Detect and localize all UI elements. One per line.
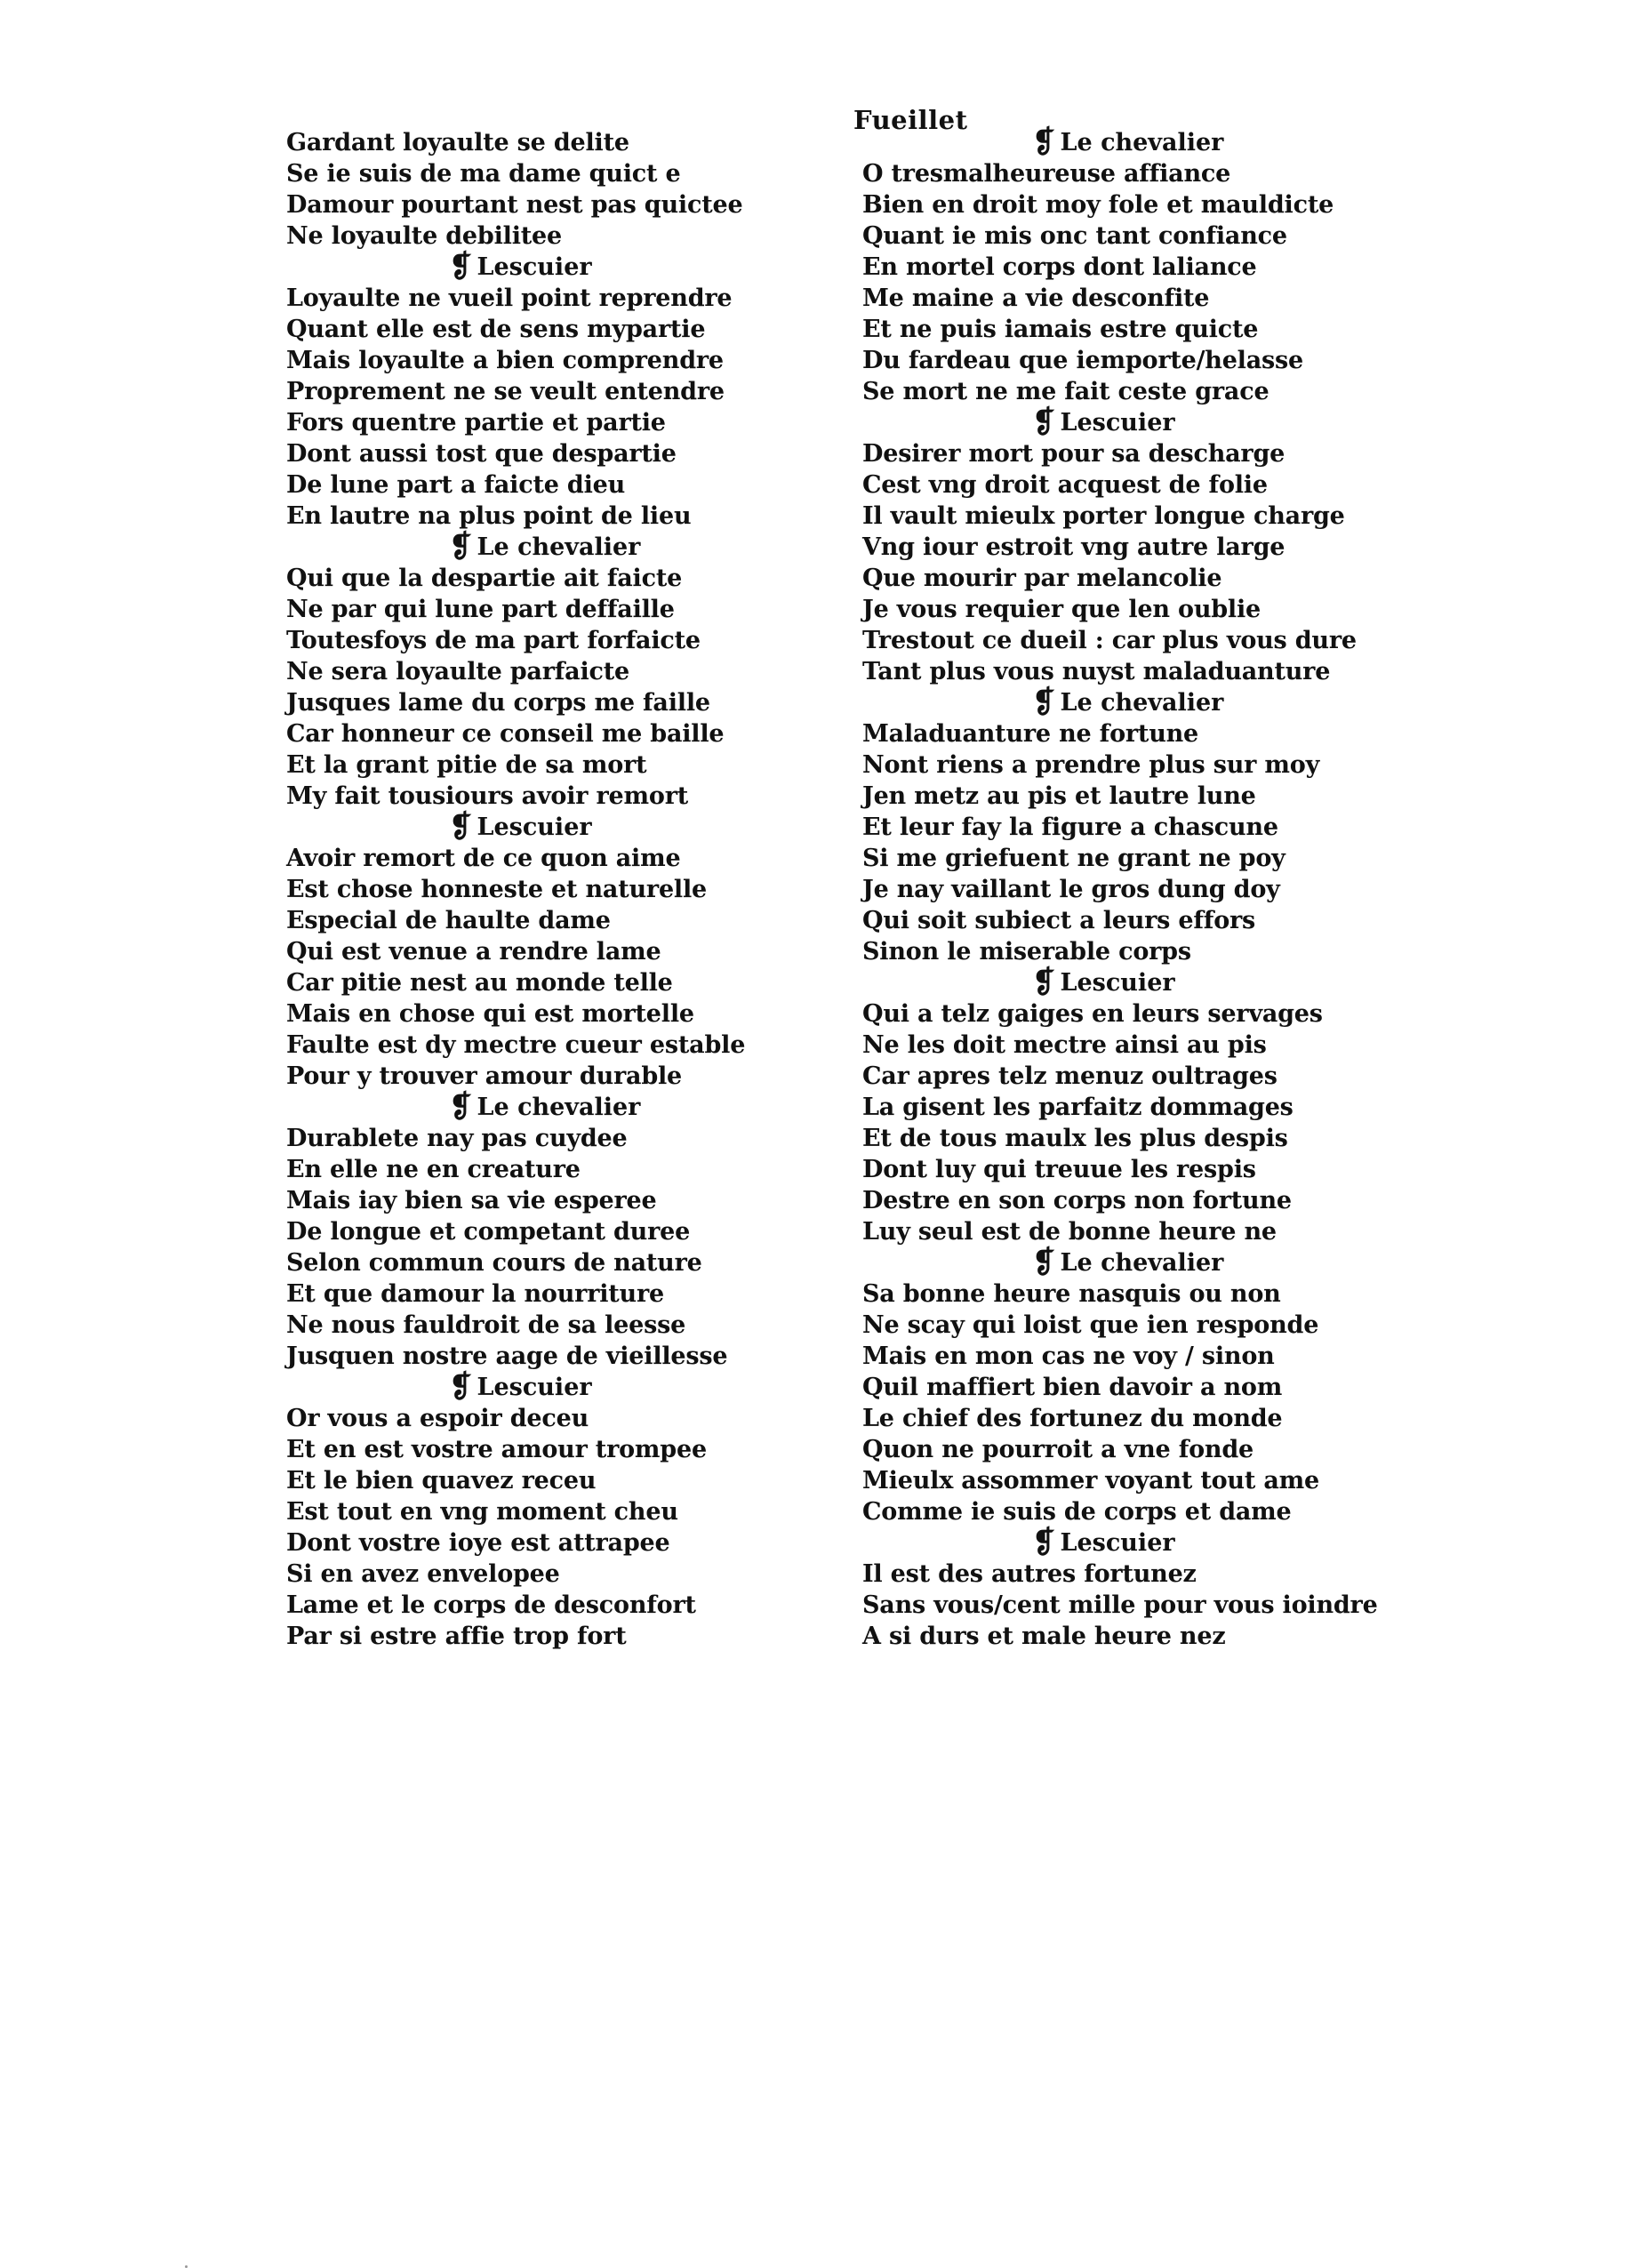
verse-line: Qui a telz gaiges en leurs servages [862,1000,1323,1028]
pilcrow-icon: ❡ [1032,685,1056,720]
speaker-name: Le chevalier [1060,1249,1224,1277]
verse-line: Ne par qui lune part deffaille [286,596,675,623]
verse-line: Si en avez envelopee [286,1560,560,1588]
verse-line: Se ie suis de ma dame quict e [286,160,681,188]
pilcrow-icon: ❡ [449,809,473,845]
verse-line: Vng iour estroit vng autre large [862,533,1286,561]
verse-line: Ne nous fauldroit de sa leesse [286,1311,686,1339]
verse-line: Avoir remort de ce quon aime [286,845,681,872]
verse-line: Selon commun cours de nature [286,1249,702,1277]
verse-line: En lautre na plus point de lieu [286,502,692,530]
speaker-heading [286,1089,784,1125]
verse-line: Ne sera loyaulte parfaicte [286,658,629,685]
verse-line: Quon ne pourroit a vne fonde [862,1436,1254,1463]
verse-line: Si me griefuent ne grant ne poy [862,845,1286,872]
verse-line: Bien en droit moy fole et mauldicte [862,191,1334,219]
verse-line: Je nay vaillant le gros dung doy [862,876,1280,903]
verse-line: La gisent les parfaitz dommages [862,1094,1294,1121]
pilcrow-icon: ❡ [449,529,473,565]
speaker-name: Le chevalier [477,1094,641,1121]
verse-line: Lame et le corps de desconfort [286,1591,696,1619]
verse-line: Qui que la despartie ait faicte [286,565,683,592]
verse-line: Et que damour la nourriture [286,1280,664,1308]
speaker-name: Lescuier [1060,1529,1175,1557]
speaker-heading [862,407,1360,438]
speaker-heading [286,249,784,285]
verse-line: Ne scay qui loist que ien responde [862,1311,1319,1339]
verse-line: Car apres telz menuz oultrages [862,1062,1278,1090]
speaker-heading [286,809,784,845]
verse-line: Quil maffiert bien davoir a nom [862,1374,1283,1401]
speaker-name: Lescuier [477,813,592,841]
verse-line: Luy seul est de bonne heure ne [862,1218,1277,1246]
verse-line: Se mort ne me fait ceste grace [862,378,1270,405]
pilcrow-icon: ❡ [1032,124,1056,160]
verse-line: Fors quentre partie et partie [286,409,666,437]
speaker-heading [862,687,1360,718]
speaker-name: Lescuier [1060,969,1175,997]
verse-line: Est chose honneste et naturelle [286,876,708,903]
verse-line: Et ne puis iamais estre quicte [862,316,1259,343]
right-text-column [862,124,1378,1652]
verse-line: Especial de haulte dame [286,907,611,934]
pilcrow-icon: ❡ [1032,1245,1056,1280]
verse-line: Qui est venue a rendre lame [286,938,661,966]
verse-line: Or vous a espoir deceu [286,1405,589,1432]
left-text-column [286,127,784,1652]
verse-line: Gardant loyaulte se delite [286,129,629,156]
speaker-heading [862,967,1360,998]
verse-line: Sinon le miserable corps [862,938,1191,966]
verse-line: Et leur fay la figure a chascune [862,813,1278,841]
verse-line: Dont aussi tost que despartie [286,440,677,468]
pilcrow-icon: ❡ [449,249,473,285]
verse-line: Pour y trouver amour durable [286,1062,683,1090]
speaker-name: Le chevalier [477,533,641,561]
verse-line: Quant ie mis onc tant confiance [862,222,1287,250]
verse-line: Mais en mon cas ne voy / sinon [862,1342,1275,1370]
speaker-heading [862,124,1360,160]
speaker-heading [286,529,784,565]
speaker-heading [862,1527,1360,1559]
verse-line: Mais loyaulte a bien comprendre [286,347,724,374]
verse-line: Sa bonne heure nasquis ou non [862,1280,1281,1308]
verse-line: Cest vng droit acquest de folie [862,471,1268,499]
speaker-heading [286,1369,784,1405]
verse-line: Et en est vostre amour trompee [286,1436,707,1463]
verse-line: Car honneur ce conseil me baille [286,720,725,748]
speaker-name: Lescuier [477,1374,592,1401]
pilcrow-icon: ❡ [449,1369,473,1405]
verse-line: Jusquen nostre aage de vieillesse [286,1342,728,1370]
pilcrow-icon: ❡ [1032,1525,1056,1560]
pilcrow-icon: ❡ [1032,965,1056,1000]
verse-line: En mortel corps dont laliance [862,253,1257,281]
verse-line: Jusques lame du corps me faille [286,689,710,717]
verse-line: My fait tousiours avoir remort [286,782,688,810]
verse-line: O tresmalheureuse affiance [862,160,1231,188]
folio-header: Fueillet [853,105,968,135]
verse-line: Nont riens a prendre plus sur moy [862,751,1320,779]
verse-line: Proprement ne se veult entendre [286,378,725,405]
verse-line: Mais iay bien sa vie esperee [286,1187,657,1214]
verse-line: Faulte est dy mectre cueur estable [286,1031,746,1059]
verse-line: Que mourir par melancolie [862,565,1222,592]
speaker-name: Le chevalier [1060,129,1224,156]
verse-line: Me maine a vie desconfite [862,285,1210,312]
speaker-name: Lescuier [1060,409,1175,437]
verse-line: De lune part a faicte dieu [286,471,626,499]
verse-line: Loyaulte ne vueil point reprendre [286,285,733,312]
speaker-name: Le chevalier [1060,689,1224,717]
verse-line: Il vault mieulx porter longue charge [862,502,1345,530]
verse-line: Il est des autres fortunez [862,1560,1197,1588]
verse-line: Du fardeau que iemporte/helasse [862,347,1304,374]
verse-line: Dont luy qui treuue les respis [862,1156,1256,1183]
verse-line: Qui soit subiect a leurs effors [862,907,1256,934]
verse-line: En elle ne en creature [286,1156,581,1183]
pilcrow-icon: ❡ [449,1089,473,1125]
verse-line: Je vous requier que len oublie [862,596,1262,623]
verse-line: Destre en son corps non fortune [862,1187,1292,1214]
verse-line: Quant elle est de sens mypartie [286,316,706,343]
verse-line: Mieulx assommer voyant tout ame [862,1467,1319,1495]
verse-line: Durablete nay pas cuydee [286,1125,628,1152]
verse-line: Comme ie suis de corps et dame [862,1498,1292,1526]
verse-line: Damour pourtant nest pas quictee [286,191,743,219]
verse-line: Et de tous maulx les plus despis [862,1125,1288,1152]
verse-line: De longue et competant duree [286,1218,691,1246]
speaker-heading [862,1247,1360,1278]
verse-line: Le chief des fortunez du monde [862,1405,1283,1432]
verse-line: Tant plus vous nuyst maladuanture [862,658,1331,685]
verse-line: Desirer mort pour sa descharge [862,440,1286,468]
verse-line: Est tout en vng moment cheu [286,1498,678,1526]
verse-line: Sans vous/cent mille pour vous ioindre [862,1591,1378,1619]
verse-line: Maladuanture ne fortune [862,720,1199,748]
verse-line: A si durs et male heure nez [862,1623,1226,1650]
verse-line: Jen metz au pis et lautre lune [862,782,1256,810]
verse-line: Dont vostre ioye est attrapee [286,1529,670,1557]
verse-line: Et le bien quavez receu [286,1467,597,1495]
speaker-name: Lescuier [477,253,592,281]
verse-line: Ne loyaulte debilitee [286,222,562,250]
verse-line: Car pitie nest au monde telle [286,969,673,997]
verse-line: Trestout ce dueil : car plus vous dure [862,627,1357,654]
verse-line: Toutesfoys de ma part forfaicte [286,627,701,654]
pilcrow-icon: ❡ [1032,405,1056,440]
verse-line: Mais en chose qui est mortelle [286,1000,694,1028]
verse-line: Ne les doit mectre ainsi au pis [862,1031,1267,1059]
verse-line: Et la grant pitie de sa mort [286,751,647,779]
verse-line: Par si estre affie trop fort [286,1623,627,1650]
